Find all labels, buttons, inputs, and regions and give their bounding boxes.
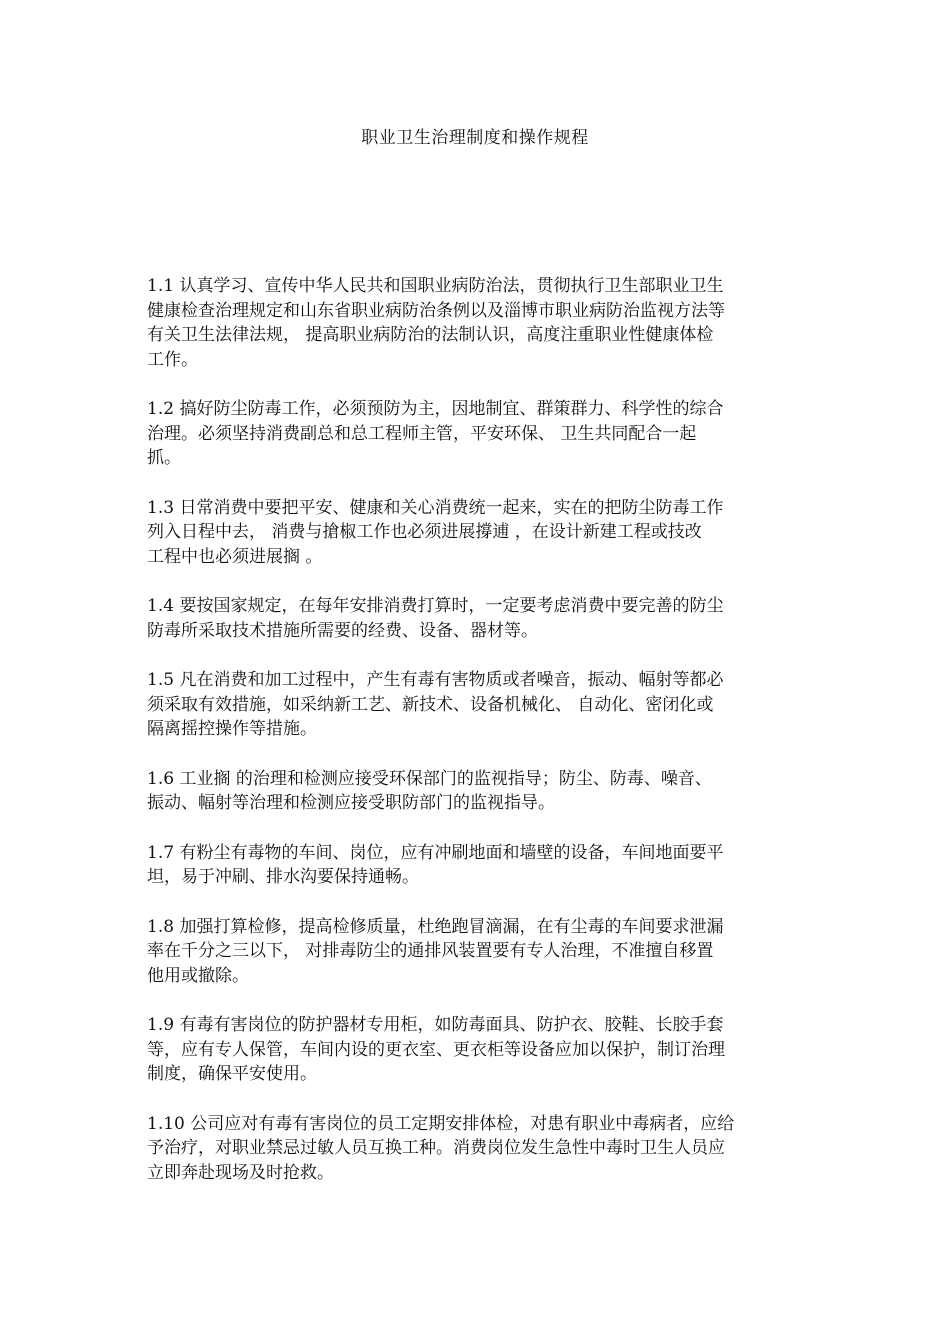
- paragraph-line: 有关卫生法律法规， 提高职业病防治的法制认识，高度注重职业性健康体检: [147, 325, 714, 345]
- paragraph-line: 抓。: [147, 448, 181, 468]
- paragraph-line: 制度，确保平安使用。: [147, 1064, 317, 1084]
- paragraph-line: 1.6 工业搁 的治理和检测应接受环保部门的监视指导；防尘、防毒、噪音、: [147, 768, 712, 789]
- paragraph-line: 他用或撤除。: [147, 965, 249, 986]
- paragraph-line: 1.10 公司应对有毒有害岗位的员工定期安排体检，对患有职业中毒病者，应给: [147, 1113, 735, 1134]
- paragraph-line: 1.3 日常消费中要把平安、健康和关心消费统一起来，实在的把防尘防毒工作: [147, 497, 724, 518]
- paragraph-line: 1.4 要按国家规定，在每年安排消费打算时，一定要考虑消费中要完善的防尘: [147, 596, 724, 616]
- paragraph-line: 防毒所采取技术措施所需要的经费、设备、器材等。: [147, 620, 538, 641]
- paragraph-6: [147, 767, 799, 816]
- paragraph-line: 工程中也必须进展搁 。: [147, 546, 323, 567]
- paragraph-line: 1.9 有毒有害岗位的防护器材专用柜，如防毒面具、防护衣、胶鞋、长胶手套: [147, 1015, 724, 1035]
- paragraph-line: 振动、幅射等治理和检测应接受职防部门的监视指导。: [147, 793, 555, 813]
- paragraph-4: [147, 594, 799, 643]
- paragraph-line: 列入日程中去， 消费与搶椒工作也必须进展撐逋 ，在设计新建工程或技改: [147, 522, 702, 542]
- document-title: 职业卫生治理制度和操作规程: [361, 128, 589, 148]
- paragraph-line: 治理。必须坚持消费副总和总工程师主管，平安环保、 卫生共同配合一起: [147, 423, 697, 444]
- paragraph-2: [147, 397, 799, 471]
- paragraph-line: 立即奔赴现场及时抢救。: [147, 1162, 334, 1183]
- document-body: [147, 274, 799, 1210]
- paragraph-line: 率在千分之三以下， 对排毒防尘的通排风装置要有专人治理，不准擅自移置: [147, 941, 714, 961]
- paragraph-line: 1.8 加强打算检修，提高检修质量，杜绝跑冒滴漏，在有尘毒的车间要求泄漏: [147, 916, 724, 937]
- paragraph-line: 隔离摇控操作等措施。: [147, 719, 317, 739]
- paragraph-8: [147, 915, 799, 989]
- paragraph-line: 工作。: [147, 349, 198, 370]
- paragraph-line: 坦，易于冲刷、排水沟要保持通畅。: [147, 867, 419, 887]
- paragraph-5: [147, 668, 799, 742]
- paragraph-line: 须采取有效措施，如采纳新工艺、新技术、设备机械化、 自动化、密闭化或: [147, 694, 714, 715]
- paragraph-line: 予治疗，对职业禁忌过敏人员互换工种。消费岗位发生急性中毒时卫生人员应: [147, 1138, 725, 1158]
- paragraph-line: 1.2 搞好防尘防毒工作，必须预防为主，因地制宜、群策群力、科学性的综合: [147, 399, 724, 419]
- paragraph-1: [147, 274, 799, 372]
- paragraph-7: [147, 841, 799, 890]
- paragraph-line: 1.1 认真学习、宣传中华人民共和国职业病防治法，贯彻执行卫生部职业卫生: [147, 276, 724, 296]
- paragraph-line: 等，应有专人保管，车间内设的更衣室、更衣柜等设备应加以保护，制订治理: [147, 1039, 725, 1060]
- paragraph-3: [147, 496, 799, 570]
- paragraph-10: [147, 1112, 799, 1186]
- paragraph-line: 1.7 有粉尘有毒物的车间、岗位，应有冲刷地面和墙壁的设备，车间地面要平: [147, 842, 724, 863]
- paragraph-line: 健康检查治理规定和山东省职业病防治条例以及淄博市职业病防治监视方法等: [147, 300, 725, 321]
- paragraph-line: 1.5 凡在消费和加工过程中，产生有毒有害物质或者噪音，振动、幅射等都必: [147, 670, 724, 690]
- paragraph-9: [147, 1013, 799, 1087]
